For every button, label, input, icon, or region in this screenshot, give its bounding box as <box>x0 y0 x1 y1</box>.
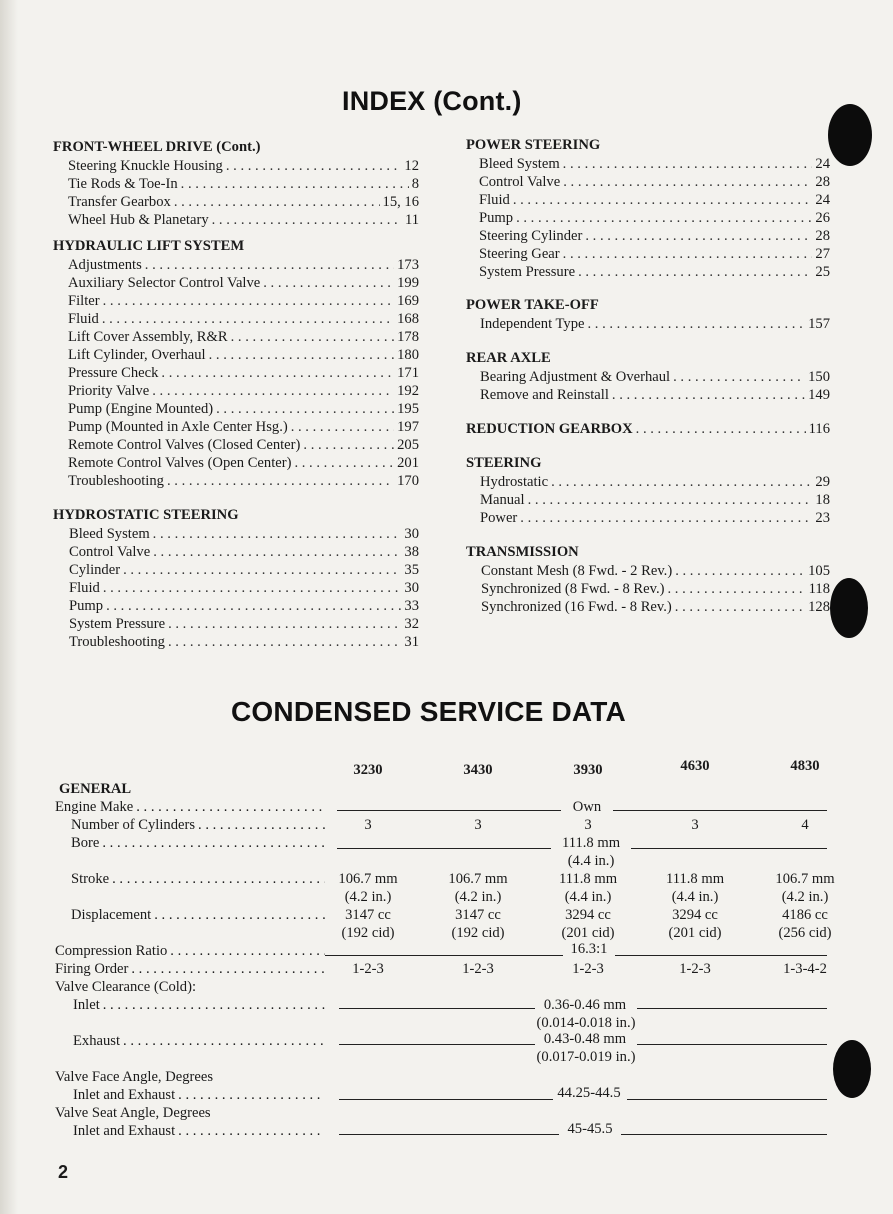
index-entry: Constant Mesh (8 Fwd. - 2 Rev.) . . . 105 <box>466 562 830 580</box>
row-displacement-imperial <box>55 924 845 942</box>
index-entry: Filter . . . 169 <box>53 292 419 310</box>
index-entry: Pump . . . 33 <box>53 597 419 615</box>
general-heading-row <box>55 780 845 798</box>
row-value: 3294 cc <box>565 907 611 923</box>
row-value: (201 cid) <box>668 925 722 941</box>
index-entry: Transfer Gearbox . . . 15, 16 <box>53 193 419 211</box>
section-title: POWER STEERING <box>466 137 601 153</box>
row-value: 3 <box>474 817 482 833</box>
index-section <box>466 543 830 616</box>
row-value: 0.43-0.48 mm <box>543 1031 627 1047</box>
index-section <box>466 454 830 527</box>
row-bore <box>55 834 845 852</box>
index-entry: Remove and Reinstall . . . 149 <box>466 386 830 404</box>
row-engine-make <box>55 798 845 816</box>
service-data-title: CONDENSED SERVICE DATA <box>231 696 626 727</box>
index-entry: Synchronized (16 Fwd. - 8 Rev.) . . . 128 <box>466 598 830 616</box>
index-entry: Remote Control Valves (Closed Center) . . . 205 <box>53 436 419 454</box>
row-valve-clearance <box>55 978 845 996</box>
index-entry: Adjustments . . . 173 <box>53 256 419 274</box>
row-value: (192 cid) <box>451 925 505 941</box>
section-title: REAR AXLE <box>466 350 551 366</box>
row-cylinders <box>55 816 845 834</box>
row-valve-seat-angle-value <box>55 1122 845 1140</box>
row-inlet-imperial <box>55 1014 845 1032</box>
index-entry: Pump . . . 26 <box>466 209 830 227</box>
row-value: 106.7 mm <box>338 871 398 887</box>
row-valve-face-angle <box>55 1068 845 1086</box>
section-title: FRONT-WHEEL DRIVE (Cont.) <box>53 139 261 155</box>
row-value: 111.8 mm <box>558 871 618 887</box>
model-header: 4630 <box>680 758 710 774</box>
row-value: 44.25-44.5 <box>557 1085 621 1101</box>
row-label: Inlet and Exhaust . . . <box>55 1122 325 1140</box>
row-label: Engine Make . . . <box>55 798 325 816</box>
row-label: Number of Cylinders . . . <box>55 816 325 834</box>
row-value: 4186 cc <box>782 907 828 923</box>
row-bore-imperial <box>55 852 845 870</box>
index-section <box>53 506 419 651</box>
row-compression-ratio <box>55 942 845 960</box>
row-value: 3147 cc <box>455 907 501 923</box>
row-value: (0.014-0.018 in.) <box>536 1015 636 1031</box>
row-firing-order <box>55 960 845 978</box>
index-entry: Lift Cylinder, Overhaul . . . 180 <box>53 346 419 364</box>
index-entry: Bleed System . . . 24 <box>466 155 830 173</box>
index-right-column <box>466 136 830 616</box>
index-entry: Pressure Check . . . 171 <box>53 364 419 382</box>
row-value: 3294 cc <box>672 907 718 923</box>
row-value: 1-2-3 <box>352 961 384 977</box>
row-value: (201 cid) <box>561 925 615 941</box>
index-entry: Cylinder . . . 35 <box>53 561 419 579</box>
row-value: 1-2-3 <box>679 961 711 977</box>
index-entry: System Pressure . . . 32 <box>53 615 419 633</box>
row-value: (256 cid) <box>778 925 832 941</box>
index-entry: Bleed System . . . 30 <box>53 525 419 543</box>
row-label: Inlet . . . <box>55 996 325 1014</box>
row-label: Compression Ratio . . . <box>55 942 325 960</box>
row-value: 3 <box>584 817 592 833</box>
row-value: 3 <box>364 817 372 833</box>
index-entry: Independent Type . . . 157 <box>466 315 830 333</box>
index-entry: Control Valve . . . 28 <box>466 173 830 191</box>
row-label: Valve Face Angle, Degrees <box>55 1069 214 1085</box>
row-label: Displacement . . . <box>55 906 325 924</box>
index-section <box>53 138 419 229</box>
index-entry: Fluid . . . 168 <box>53 310 419 328</box>
model-header: 3430 <box>463 762 493 778</box>
section-title: STEERING <box>466 455 542 471</box>
index-entry: Control Valve . . . 38 <box>53 543 419 561</box>
index-entry: Steering Gear . . . 27 <box>466 245 830 263</box>
index-entry: REDUCTION GEARBOX . . . 116 <box>466 420 830 438</box>
row-label: Bore . . . <box>55 834 325 852</box>
row-value: 3147 cc <box>345 907 391 923</box>
row-stroke <box>55 870 845 888</box>
row-value: Own <box>572 799 602 815</box>
index-entry: Fluid . . . 30 <box>53 579 419 597</box>
index-title: INDEX (Cont.) <box>342 86 522 116</box>
row-label: Inlet and Exhaust . . . <box>55 1086 325 1104</box>
punch-hole-middle <box>830 578 868 638</box>
row-label: Exhaust . . . <box>55 1032 325 1050</box>
row-value: 3 <box>691 817 699 833</box>
model-header: 4830 <box>790 758 820 774</box>
index-entry: Troubleshooting . . . 170 <box>53 472 419 490</box>
row-label: Valve Seat Angle, Degrees <box>55 1105 211 1121</box>
section-title: POWER TAKE-OFF <box>466 297 599 313</box>
index-entry: System Pressure . . . 25 <box>466 263 830 281</box>
index-entry: Auxiliary Selector Control Valve . . . 199 <box>53 274 419 292</box>
section-title: HYDRAULIC LIFT SYSTEM <box>53 238 245 254</box>
row-valve-face-angle-value <box>55 1086 845 1104</box>
row-value: 111.8 mm <box>561 835 621 851</box>
row-value: 45-45.5 <box>567 1121 613 1137</box>
index-entry: Remote Control Valves (Open Center) . . . 201 <box>53 454 419 472</box>
row-value: 1-3-4-2 <box>783 961 827 977</box>
row-value: 4 <box>801 817 809 833</box>
page-number: 2 <box>58 1162 69 1182</box>
index-entry: Fluid . . . 24 <box>466 191 830 209</box>
row-value: 0.36-0.46 mm <box>543 997 627 1013</box>
row-stroke-imperial <box>55 888 845 906</box>
index-section <box>466 420 830 438</box>
row-value: 1-2-3 <box>462 961 494 977</box>
model-header: 3930 <box>573 762 603 778</box>
index-entry: Tie Rods & Toe-In . . . 8 <box>53 175 419 193</box>
row-value: 16.3:1 <box>570 941 608 957</box>
row-value: 111.8 mm <box>665 871 725 887</box>
model-header: 3230 <box>353 762 383 778</box>
index-entry: Wheel Hub & Planetary . . . 11 <box>53 211 419 229</box>
row-value: (4.2 in.) <box>454 889 502 905</box>
page-binding-edge <box>0 0 18 1214</box>
index-left-column <box>53 138 419 651</box>
section-title: HYDROSTATIC STEERING <box>53 507 239 523</box>
row-value: (4.4 in.) <box>567 853 615 869</box>
index-entry: Synchronized (8 Fwd. - 8 Rev.) . . . 118 <box>466 580 830 598</box>
index-entry: Hydrostatic . . . 29 <box>466 473 830 491</box>
index-entry: Pump (Mounted in Axle Center Hsg.) . . . 197 <box>53 418 419 436</box>
section-title: TRANSMISSION <box>466 544 579 560</box>
row-exhaust-imperial <box>55 1048 845 1066</box>
index-entry: Manual . . . 18 <box>466 491 830 509</box>
index-section <box>466 296 830 333</box>
index-entry: Pump (Engine Mounted) . . . 195 <box>53 400 419 418</box>
row-value: 106.7 mm <box>448 871 508 887</box>
index-entry: Power . . . 23 <box>466 509 830 527</box>
index-entry: Steering Knuckle Housing . . . 12 <box>53 157 419 175</box>
index-entry: Bearing Adjustment & Overhaul . . . 150 <box>466 368 830 386</box>
row-value: (192 cid) <box>341 925 395 941</box>
index-section <box>53 237 419 490</box>
index-entry: Priority Valve . . . 192 <box>53 382 419 400</box>
index-section <box>466 349 830 404</box>
index-entry: Steering Cylinder . . . 28 <box>466 227 830 245</box>
index-entry: Troubleshooting . . . 31 <box>53 633 419 651</box>
index-entry: Lift Cover Assembly, R&R . . . 178 <box>53 328 419 346</box>
row-label: Stroke . . . <box>55 870 325 888</box>
row-label: Firing Order . . . <box>55 960 325 978</box>
row-value: (4.2 in.) <box>781 889 829 905</box>
row-value: 1-2-3 <box>572 961 604 977</box>
general-heading: GENERAL <box>59 781 132 797</box>
row-value: (4.4 in.) <box>671 889 719 905</box>
index-section <box>466 136 830 281</box>
row-value: (0.017-0.019 in.) <box>536 1049 636 1065</box>
row-value: (4.4 in.) <box>564 889 612 905</box>
row-displacement <box>55 906 845 924</box>
row-value: 106.7 mm <box>775 871 835 887</box>
row-label: Valve Clearance (Cold): <box>55 979 197 995</box>
row-inlet <box>55 996 845 1014</box>
punch-hole-top <box>828 104 872 166</box>
row-valve-seat-angle <box>55 1104 845 1122</box>
row-value: (4.2 in.) <box>344 889 392 905</box>
